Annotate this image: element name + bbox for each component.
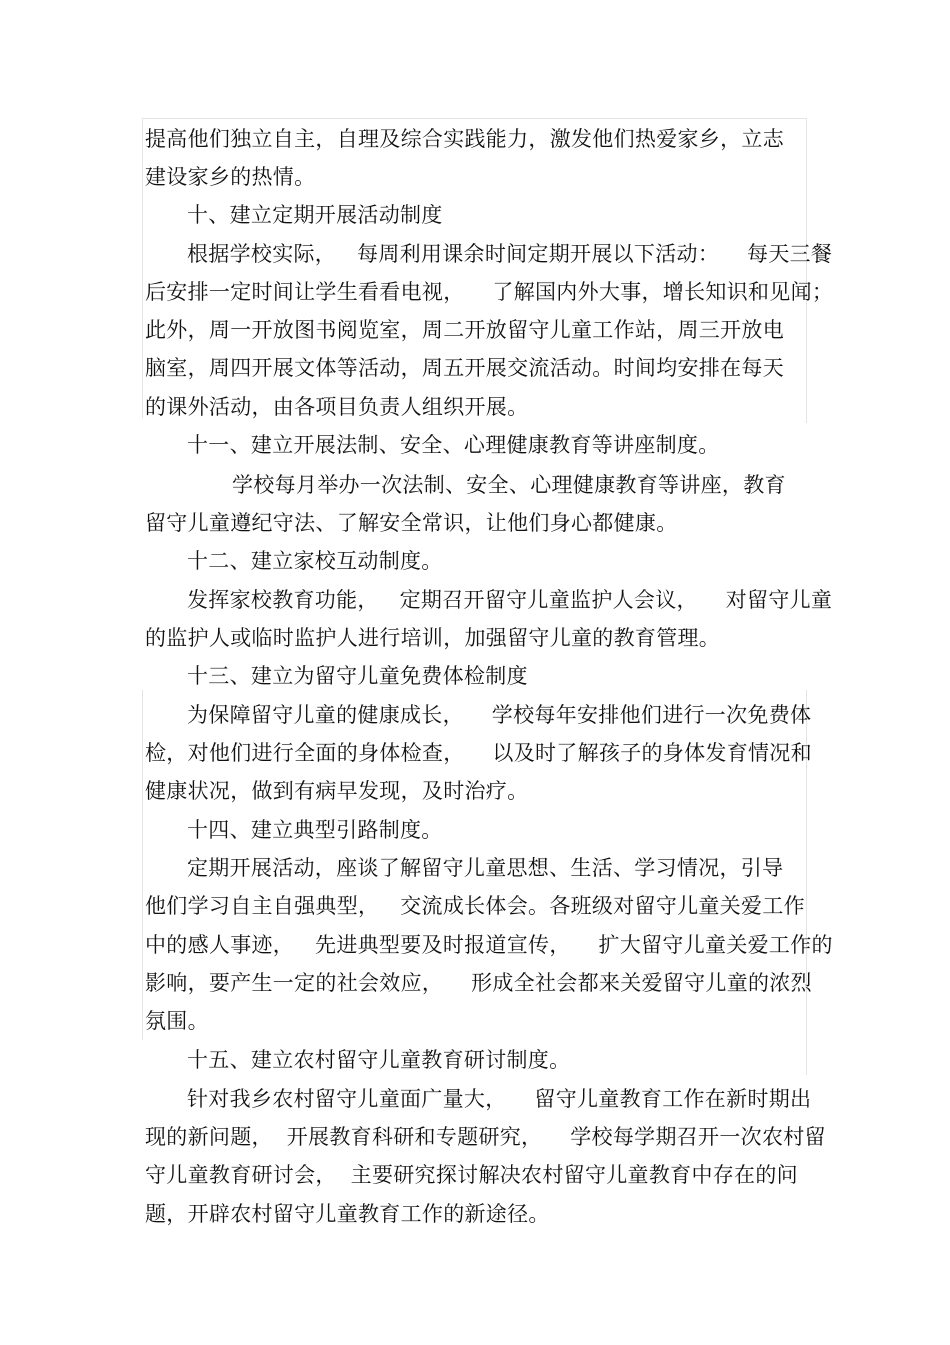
text-line: 留守儿童遵纪守法、了解安全常识，让他们身心都健康。 — [145, 511, 678, 535]
text-line: 建设家乡的热情。 — [145, 165, 316, 189]
text-line: 此外，周一开放图书阅览室，周二开放留守儿童工作站，周三开放电 — [145, 318, 784, 342]
text-line: 影响，要产生一定的社会效应， 形成全社会都来关爱留守儿童的浓烈 — [145, 971, 812, 995]
text-line: 他们学习自主自强典型， 交流成长体会。各班级对留守儿童关爱工作 — [145, 894, 805, 918]
text-line: 的课外活动，由各项目负责人组织开展。 — [145, 395, 529, 419]
text-line: 现的新问题， 开展教育科研和专题研究， 学校每学期召开一次农村留 — [145, 1125, 826, 1149]
text-line: 定期开展活动，座谈了解留守儿童思想、生活、学习情况，引导 — [187, 856, 784, 880]
text-line: 提高他们独立自主，自理及综合实践能力，激发他们热爱家乡，立志 — [145, 127, 784, 151]
section-heading: 十二、建立家校互动制度。 — [187, 549, 443, 573]
frame-top-border — [142, 118, 806, 119]
text-line: 检，对他们进行全面的身体检查， 以及时了解孩子的身体发育情况和 — [145, 741, 812, 765]
text-line: 氛围。 — [145, 1009, 209, 1033]
section-heading: 十一、建立开展法制、安全、心理健康教育等讲座制度。 — [187, 433, 720, 457]
text-line: 发挥家校教育功能， 定期召开留守儿童监护人会议， 对留守儿童 — [187, 588, 833, 612]
section-heading: 十四、建立典型引路制度。 — [187, 818, 443, 842]
text-line: 守儿童教育研讨会， 主要研究探讨解决农村留守儿童教育中存在的问 — [145, 1163, 798, 1187]
text-line: 为保障留守儿童的健康成长， 学校每年安排他们进行一次免费体 — [187, 703, 812, 727]
section-heading: 十、建立定期开展活动制度 — [187, 203, 443, 227]
text-line: 根据学校实际， 每周利用课余时间定期开展以下活动： 每天三餐 — [187, 242, 833, 266]
text-line: 健康状况，做到有病早发现，及时治疗。 — [145, 779, 529, 803]
section-heading: 十五、建立农村留守儿童教育研讨制度。 — [187, 1048, 571, 1072]
text-line: 针对我乡农村留守儿童面广量大， 留守儿童教育工作在新时期出 — [187, 1087, 812, 1111]
text-line: 学校每月举办一次法制、安全、心理健康教育等讲座，教育 — [232, 473, 786, 497]
text-line: 的监护人或临时监护人进行培训，加强留守儿童的教育管理。 — [145, 626, 721, 650]
text-line: 题，开辟农村留守儿童教育工作的新途径。 — [145, 1202, 550, 1226]
frame-left-border-lower — [142, 690, 143, 1040]
text-line: 脑室，周四开展文体等活动，周五开展交流活动。时间均安排在每天 — [145, 356, 784, 380]
text-line: 后安排一定时间让学生看看电视， 了解国内外大事，增长知识和见闻； — [145, 280, 834, 304]
section-heading: 十三、建立为留守儿童免费体检制度 — [187, 664, 528, 688]
text-line: 中的感人事迹， 先进典型要及时报道宣传， 扩大留守儿童关爱工作的 — [145, 933, 833, 957]
frame-left-border — [142, 118, 143, 418]
